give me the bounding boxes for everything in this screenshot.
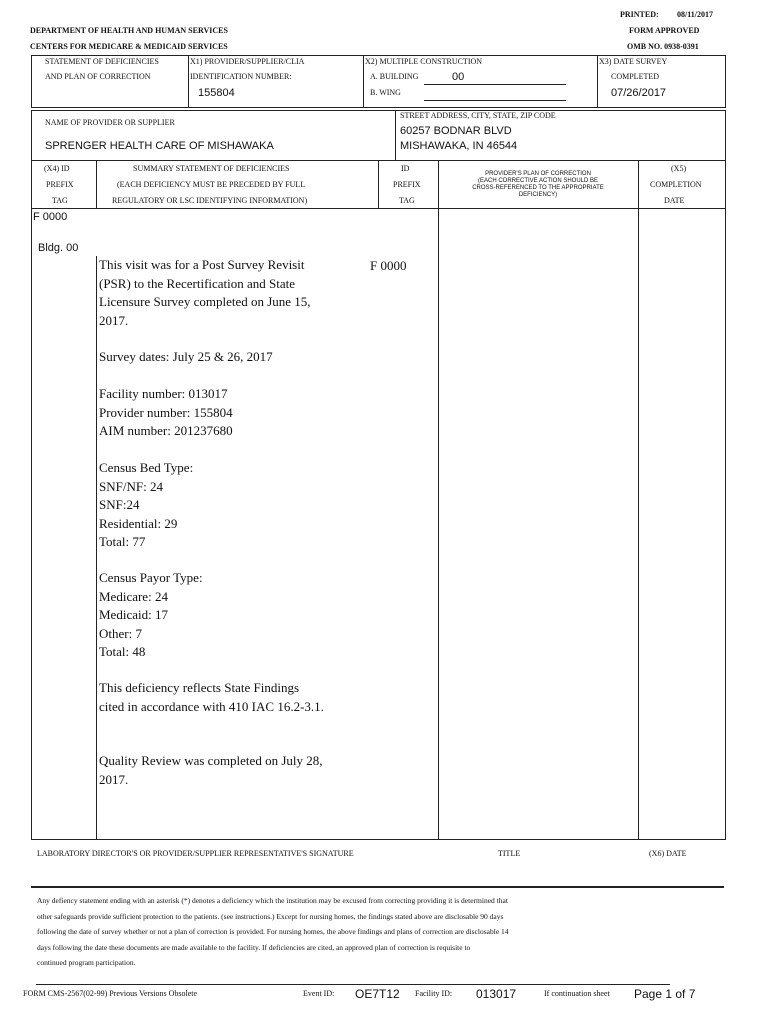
id-label-2: PREFIX bbox=[393, 180, 421, 189]
provider-name: SPRENGER HEALTH CARE OF MISHAWAKA bbox=[45, 140, 274, 152]
facility-label: Facility ID: bbox=[415, 989, 453, 998]
plan-header bbox=[440, 171, 636, 199]
para-quality-review: Quality Review was completed on July 28, 2017. bbox=[99, 753, 323, 787]
x4-label-3: TAG bbox=[52, 196, 68, 205]
plan-label-3: CROSS-REFERENCED TO THE APPROPRIATE bbox=[472, 185, 604, 191]
rule bbox=[31, 107, 726, 108]
para-state-findings: This deficiency reflects State Findings cited in accordance with 410 IAC 16.2-3.1. bbox=[99, 680, 324, 714]
para-survey-dates: Survey dates: July 25 & 26, 2017 bbox=[99, 349, 273, 364]
form-number: FORM CMS-2567(02-99) Previous Versions Obsolete bbox=[23, 989, 198, 998]
x3-label-1: X3) DATE SURVEY bbox=[599, 57, 668, 66]
x1-label-2: IDENTIFICATION NUMBER: bbox=[190, 72, 292, 81]
aim-number: AIM number: 201237680 bbox=[99, 423, 233, 438]
list-item: Medicare: 24 bbox=[99, 588, 168, 604]
x4-label-2: PREFIX bbox=[46, 180, 74, 189]
plan-label-4: DEFICIENCY) bbox=[518, 192, 558, 198]
date-label: (X6) DATE bbox=[649, 849, 687, 858]
page-number: Page 1 of 7 bbox=[634, 987, 696, 1001]
id-label-3: TAG bbox=[399, 196, 415, 205]
list-item: Residential: 29 bbox=[99, 515, 178, 531]
printed-date: 08/11/2017 bbox=[677, 10, 714, 19]
rule bbox=[31, 886, 724, 888]
statement-label-2: AND PLAN OF CORRECTION bbox=[45, 72, 151, 81]
rule bbox=[424, 84, 566, 85]
address-line-1: 60257 BODNAR BLVD bbox=[400, 125, 512, 137]
form-approved: FORM APPROVED bbox=[629, 26, 700, 35]
list-item: Other: 7 bbox=[99, 625, 142, 641]
x2-label: X2) MULTIPLE CONSTRUCTION bbox=[365, 57, 483, 66]
rule bbox=[597, 55, 598, 107]
x4-label-1: (X4) ID bbox=[44, 164, 70, 173]
x5-label-1: (X5) bbox=[671, 164, 687, 173]
facility-number: Facility number: 013017 bbox=[99, 386, 228, 401]
event-label: Event ID: bbox=[303, 989, 335, 998]
para-visit: This visit was for a Post Survey Revisit (PSR) to the Recertification and State Licensure Survey completed on June 15, 2017. bbox=[99, 257, 311, 328]
omb-number: OMB NO. 0938-0391 bbox=[627, 42, 699, 51]
address-line-2: MISHAWAKA, IN 46544 bbox=[400, 140, 518, 152]
rule bbox=[363, 55, 364, 107]
rule bbox=[36, 984, 670, 985]
disclaimer-line: other safeguards provide sufficient protection to the patients. (see instructions.) Except for nursing homes, the findings stated above are disclosable 90 days bbox=[37, 911, 504, 921]
building-value: 00 bbox=[452, 71, 465, 83]
rule bbox=[31, 110, 32, 160]
disclaimer-line: following the date of survey whether or not a plan of correction is provided. For nursing homes, the above findings and plans of correction are disclosable 14 bbox=[37, 927, 509, 936]
building-label: A. BUILDING bbox=[370, 72, 419, 81]
address-label: STREET ADDRESS, CITY, STATE, ZIP CODE bbox=[400, 111, 556, 120]
x3-label-2: COMPLETED bbox=[611, 72, 659, 81]
list-item: SNF:24 bbox=[99, 497, 140, 512]
rule bbox=[378, 160, 379, 208]
centers-name: CENTERS FOR MEDICARE & MEDICAID SERVICES bbox=[30, 42, 228, 51]
continuation-label: If continuation sheet bbox=[544, 989, 610, 998]
rule bbox=[96, 160, 97, 208]
provider-number: Provider number: 155804 bbox=[99, 404, 233, 420]
para-census-bed bbox=[99, 459, 339, 552]
rule bbox=[31, 55, 32, 107]
rule bbox=[438, 160, 439, 839]
summary-label-3: REGULATORY OR LSC IDENTIFYING INFORMATION) bbox=[112, 196, 308, 205]
rule bbox=[188, 55, 189, 107]
disclaimer bbox=[37, 893, 737, 971]
provider-name-label: NAME OF PROVIDER OR SUPPLIER bbox=[45, 118, 175, 127]
para-facility bbox=[99, 385, 339, 441]
rule bbox=[424, 100, 566, 101]
survey-date: 07/26/2017 bbox=[611, 87, 667, 99]
rule bbox=[31, 110, 726, 111]
right-tag: F 0000 bbox=[370, 258, 407, 273]
rule bbox=[638, 160, 639, 839]
rule bbox=[31, 208, 726, 209]
plan-label-2: (EACH CORRECTIVE ACTION SHOULD BE bbox=[477, 178, 599, 184]
rule bbox=[96, 256, 97, 839]
facility-id: 013017 bbox=[476, 987, 517, 1001]
provider-id: 155804 bbox=[198, 87, 235, 99]
rule bbox=[725, 160, 726, 839]
statement-label-1: STATEMENT OF DEFICIENCIES bbox=[45, 57, 159, 66]
id-label-1: ID bbox=[401, 164, 410, 173]
dept-name: DEPARTMENT OF HEALTH AND HUMAN SERVICES bbox=[30, 26, 228, 35]
summary-label-1: SUMMARY STATEMENT OF DEFICIENCIES bbox=[133, 164, 290, 173]
rule bbox=[31, 160, 32, 839]
x5-label-3: DATE bbox=[664, 196, 685, 205]
rule bbox=[725, 55, 726, 107]
list-item: Census Payor Type: bbox=[99, 570, 203, 585]
title-label: TITLE bbox=[498, 849, 521, 858]
para-census-payor bbox=[99, 569, 339, 662]
disclaimer-line: days following the date these documents are made available to the facility. If deficiencies are cited, an approved plan of correction is requisite to bbox=[37, 942, 471, 952]
list-item: Medicaid: 17 bbox=[99, 607, 168, 622]
event-id: OE7T12 bbox=[355, 987, 400, 1001]
bldg-label: Bldg. 00 bbox=[38, 242, 79, 254]
wing-label: B. WING bbox=[370, 88, 401, 97]
list-item: Total: 77 bbox=[99, 534, 146, 549]
list-item: Census Bed Type: bbox=[99, 460, 194, 475]
disclaimer-line: Any defiency statement ending with an asterisk (*) denotes a deficiency which the institution may be excused from correcting providing it is determined that bbox=[37, 896, 508, 905]
x1-label-1: X1) PROVIDER/SUPPLIER/CLIA bbox=[190, 57, 305, 66]
printed-label: PRINTED: bbox=[620, 10, 659, 19]
signature-label: LABORATORY DIRECTOR'S OR PROVIDER/SUPPLIER REPRESENTATIVE'S SIGNATURE bbox=[37, 849, 354, 858]
x5-label-2: COMPLETION bbox=[650, 180, 702, 189]
disclaimer-line: continued program participation. bbox=[37, 958, 136, 967]
rule bbox=[395, 110, 396, 160]
rule bbox=[31, 55, 726, 56]
rule bbox=[31, 839, 726, 840]
plan-label-1: PROVIDER'S PLAN OF CORRECTION bbox=[485, 171, 591, 177]
summary-label-2: (EACH DEFICIENCY MUST BE PRECEDED BY FULL bbox=[117, 180, 306, 189]
rule bbox=[725, 110, 726, 160]
list-item: Total: 48 bbox=[99, 644, 146, 659]
left-tag: F 0000 bbox=[33, 211, 68, 223]
list-item: SNF/NF: 24 bbox=[99, 478, 163, 494]
